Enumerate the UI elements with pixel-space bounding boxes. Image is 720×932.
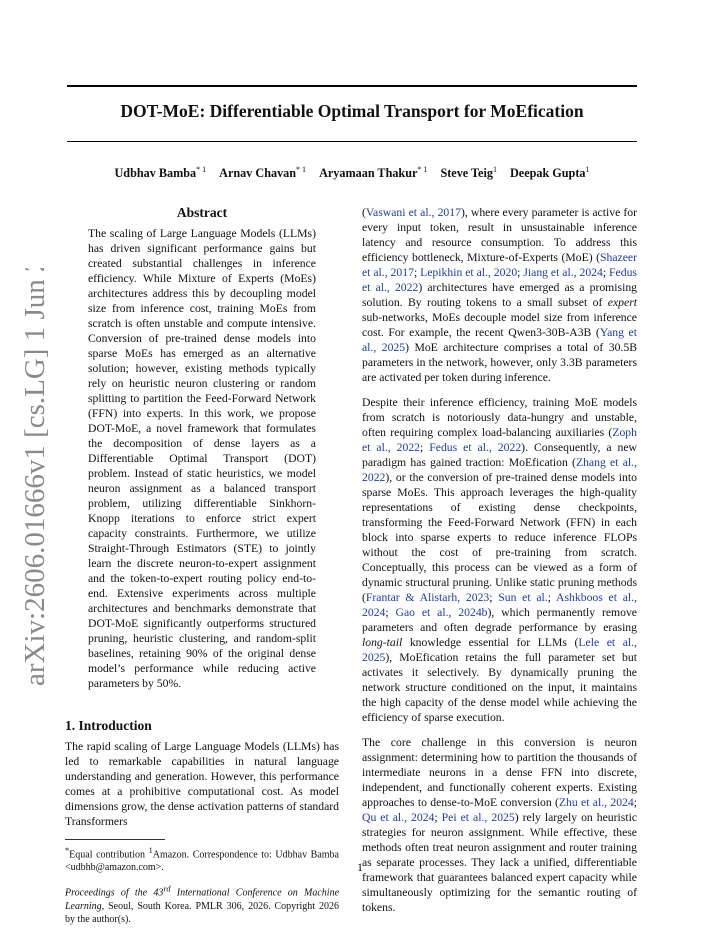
- title-rule-bottom: [67, 141, 637, 142]
- citation-link[interactable]: Lele et al., 2025: [362, 636, 638, 664]
- author-list: [67, 165, 637, 181]
- citation-link[interactable]: Sun et al.: [498, 591, 548, 604]
- proceedings-note: Proceedings of the 43rd International Conference on Machine Learning, Seoul, South Korea. PMLR 306, 2026. Copyright 2026 by the author(s).: [65, 884, 340, 925]
- body-paragraph: The core challenge in this conversion is neuron assignment: determining how to partition the thousands of intermediate neurons in a dense FFN into discrete, independent, and functionally coherent experts. Existing approaches to dense-to-MoE conversion (Zhu et al., 2024; Qu et al., 2024; Pei et al., 2025) rely largely on heuristic strategies for neuron assignment. While effective, these methods often treat neuron assignment and router training as separate processes. They lack a unified, differentiable framework that guarantees balanced expert capacity while simultaneously optimizing for the semantic routing of tokens.: [362, 736, 638, 914]
- citation-link[interactable]: Qu et al., 2024: [362, 811, 435, 824]
- citation-link[interactable]: Jiang et al., 2024: [523, 266, 603, 279]
- body-paragraph: (Vaswani et al., 2017), where every parameter is active for every input token, result in unsustainable inference latency and resource consumption. To address this efficiency bottleneck, Mixture-of-Experts (MoE) (Shazeer et al., 2017; Lepikhin et al., 2020; Jiang et al., 2024; Fedus et al., 2022) architectures have emerged as a promising solution. By routing tokens to a small subset of expert sub-networks, MoEs decouple model size from inference cost. For example, the recent Qwen3-30B-A3B (Yang et al., 2025) MoE architecture comprises a total of 30.5B parameters in the network, however, only 3.3B parameters are activated per token during inference.: [362, 206, 638, 384]
- citation-link[interactable]: Frantar & Alistarh, 2023: [365, 591, 490, 604]
- right-column: [362, 205, 637, 925]
- arxiv-identifier-text: arXiv:2606.01666v1 [cs.LG] 1 Jun 2026: [19, 268, 51, 686]
- section-heading-introduction: 1. Introduction: [65, 718, 152, 733]
- citation-link[interactable]: Zoph et al., 2022: [362, 426, 637, 454]
- page-number: 1: [357, 860, 363, 874]
- citation-link[interactable]: Shazeer et al., 2017: [362, 251, 637, 279]
- paper-title: DOT-MoE: Differentiable Optimal Transport for MoEfication: [120, 101, 584, 121]
- author-name: Deepak Gupta$^1$: [509, 165, 590, 181]
- author-name: Aryamaan Thakur$^{* 1}$: [319, 165, 428, 181]
- citation-link[interactable]: Yang et al., 2025: [362, 326, 637, 354]
- citation-link[interactable]: Fedus et al., 2022: [429, 441, 522, 454]
- body-paragraph: Despite their inference efficiency, training MoE models from scratch is notoriously data-hungry and unstable, often requiring complex load-balancing auxiliaries (Zoph et al., 2022; Fedus et al., 2022). Consequently, a new paradigm has gained traction: MoEfication (Zhang et al., 2022), or the conversion of pre-trained dense models into sparse MoEs. This approach leverages the high-quality representations of existing dense checkpoints, transforming the Feed-Forward Network (FFN) in each block into sparse experts to reduce inference FLOPs without the cost of pre-training from scratch. Conceptually, this process can be viewed as a form of dynamic structural pruning. Unlike static pruning methods (Frantar & Alistarh, 2023; Sun et al.; Ashkboos et al., 2024; Gao et al., 2024b), which permanently remove parameters and often degrade performance by erasing long-tail knowledge essential for LLMs (Lele et al., 2025), MoEfication retains the full parameter set but activates it selectively. By dynamically pruning the network structure conditioned on the input, it maintains the high capacity of the dense model while achieving the efficiency of sparse execution.: [362, 396, 638, 724]
- citation-link[interactable]: Vaswani et al., 2017: [365, 206, 461, 219]
- left-column: [65, 205, 339, 926]
- abstract-heading: Abstract: [176, 205, 228, 220]
- citation-link[interactable]: Ashkboos et al., 2024: [362, 591, 637, 619]
- title-rule-top: [67, 85, 637, 87]
- author-name: Steve Teig$^1$: [440, 165, 497, 181]
- citation-link[interactable]: Zhang et al., 2022: [362, 456, 637, 484]
- footnote-divider: [65, 839, 165, 840]
- citation-link[interactable]: Fedus et al., 2022: [362, 266, 637, 294]
- citation-link[interactable]: Zhu et al., 2024: [558, 796, 634, 809]
- citation-link[interactable]: Lepikhin et al., 2020: [420, 266, 518, 279]
- citation-link[interactable]: Gao et al., 2024b: [395, 606, 488, 619]
- abstract-text: The scaling of Large Language Models (LLMs) has driven significant performance gains but created substantial challenges in inference efficiency. While Mixture of Experts (MoEs) architectures address this by decoupling model size from inference cost, training MoEs from scratch is often unstable and compute intensive. Conversion of pre-trained dense models into sparse MoEs has emerged as an alternative solution; however, existing methods typically rely on heuristic neuron clustering or random splitting to partition the Feed-Forward Network (FFN) into experts. In this work, we propose DOT-MoE, a novel framework that formulates the decomposition of dense layers as a Differentiable Optimal Transport (DOT) problem. Instead of static heuristics, we model neuron assignment as a balanced transport problem, utilizing differentiable Sinkhorn-Knopp iterations to enforce strict expert capacity constraints. Furthermore, we utilize Straight-Through Estimators (STE) to jointly learn the discrete neuron-to-expert assignment and the token-to-expert routing policy end-to-end. Extensive experiments across multiple architectures and benchmarks demonstrate that DOT-MoE significantly outperforms structured pruning, heuristic clustering, and random-split baselines, retaining 90% of the original dense model’s performance while reducing active parameters by 50%.: [88, 227, 316, 690]
- footnote-contribution: *Equal contribution $^1$Amazon. Correspondence to: Udbhav Bamba <udbhb@amazon.com>.: [65, 846, 339, 874]
- arxiv-identifier-stamp: [14, 268, 54, 688]
- citation-link[interactable]: Pei et al., 2025: [441, 811, 515, 824]
- author-name: Udbhav Bamba$^{* 1}$: [114, 165, 207, 181]
- author-name: Arnav Chavan$^{* 1}$: [219, 165, 307, 181]
- intro-paragraph: The rapid scaling of Large Language Models (LLMs) has led to remarkable capabilities in natural language understanding and generation. However, this performance comes at a prohibitive computational cost. As model dimensions grow, the dense activation patterns of standard Transformers: [65, 740, 339, 828]
